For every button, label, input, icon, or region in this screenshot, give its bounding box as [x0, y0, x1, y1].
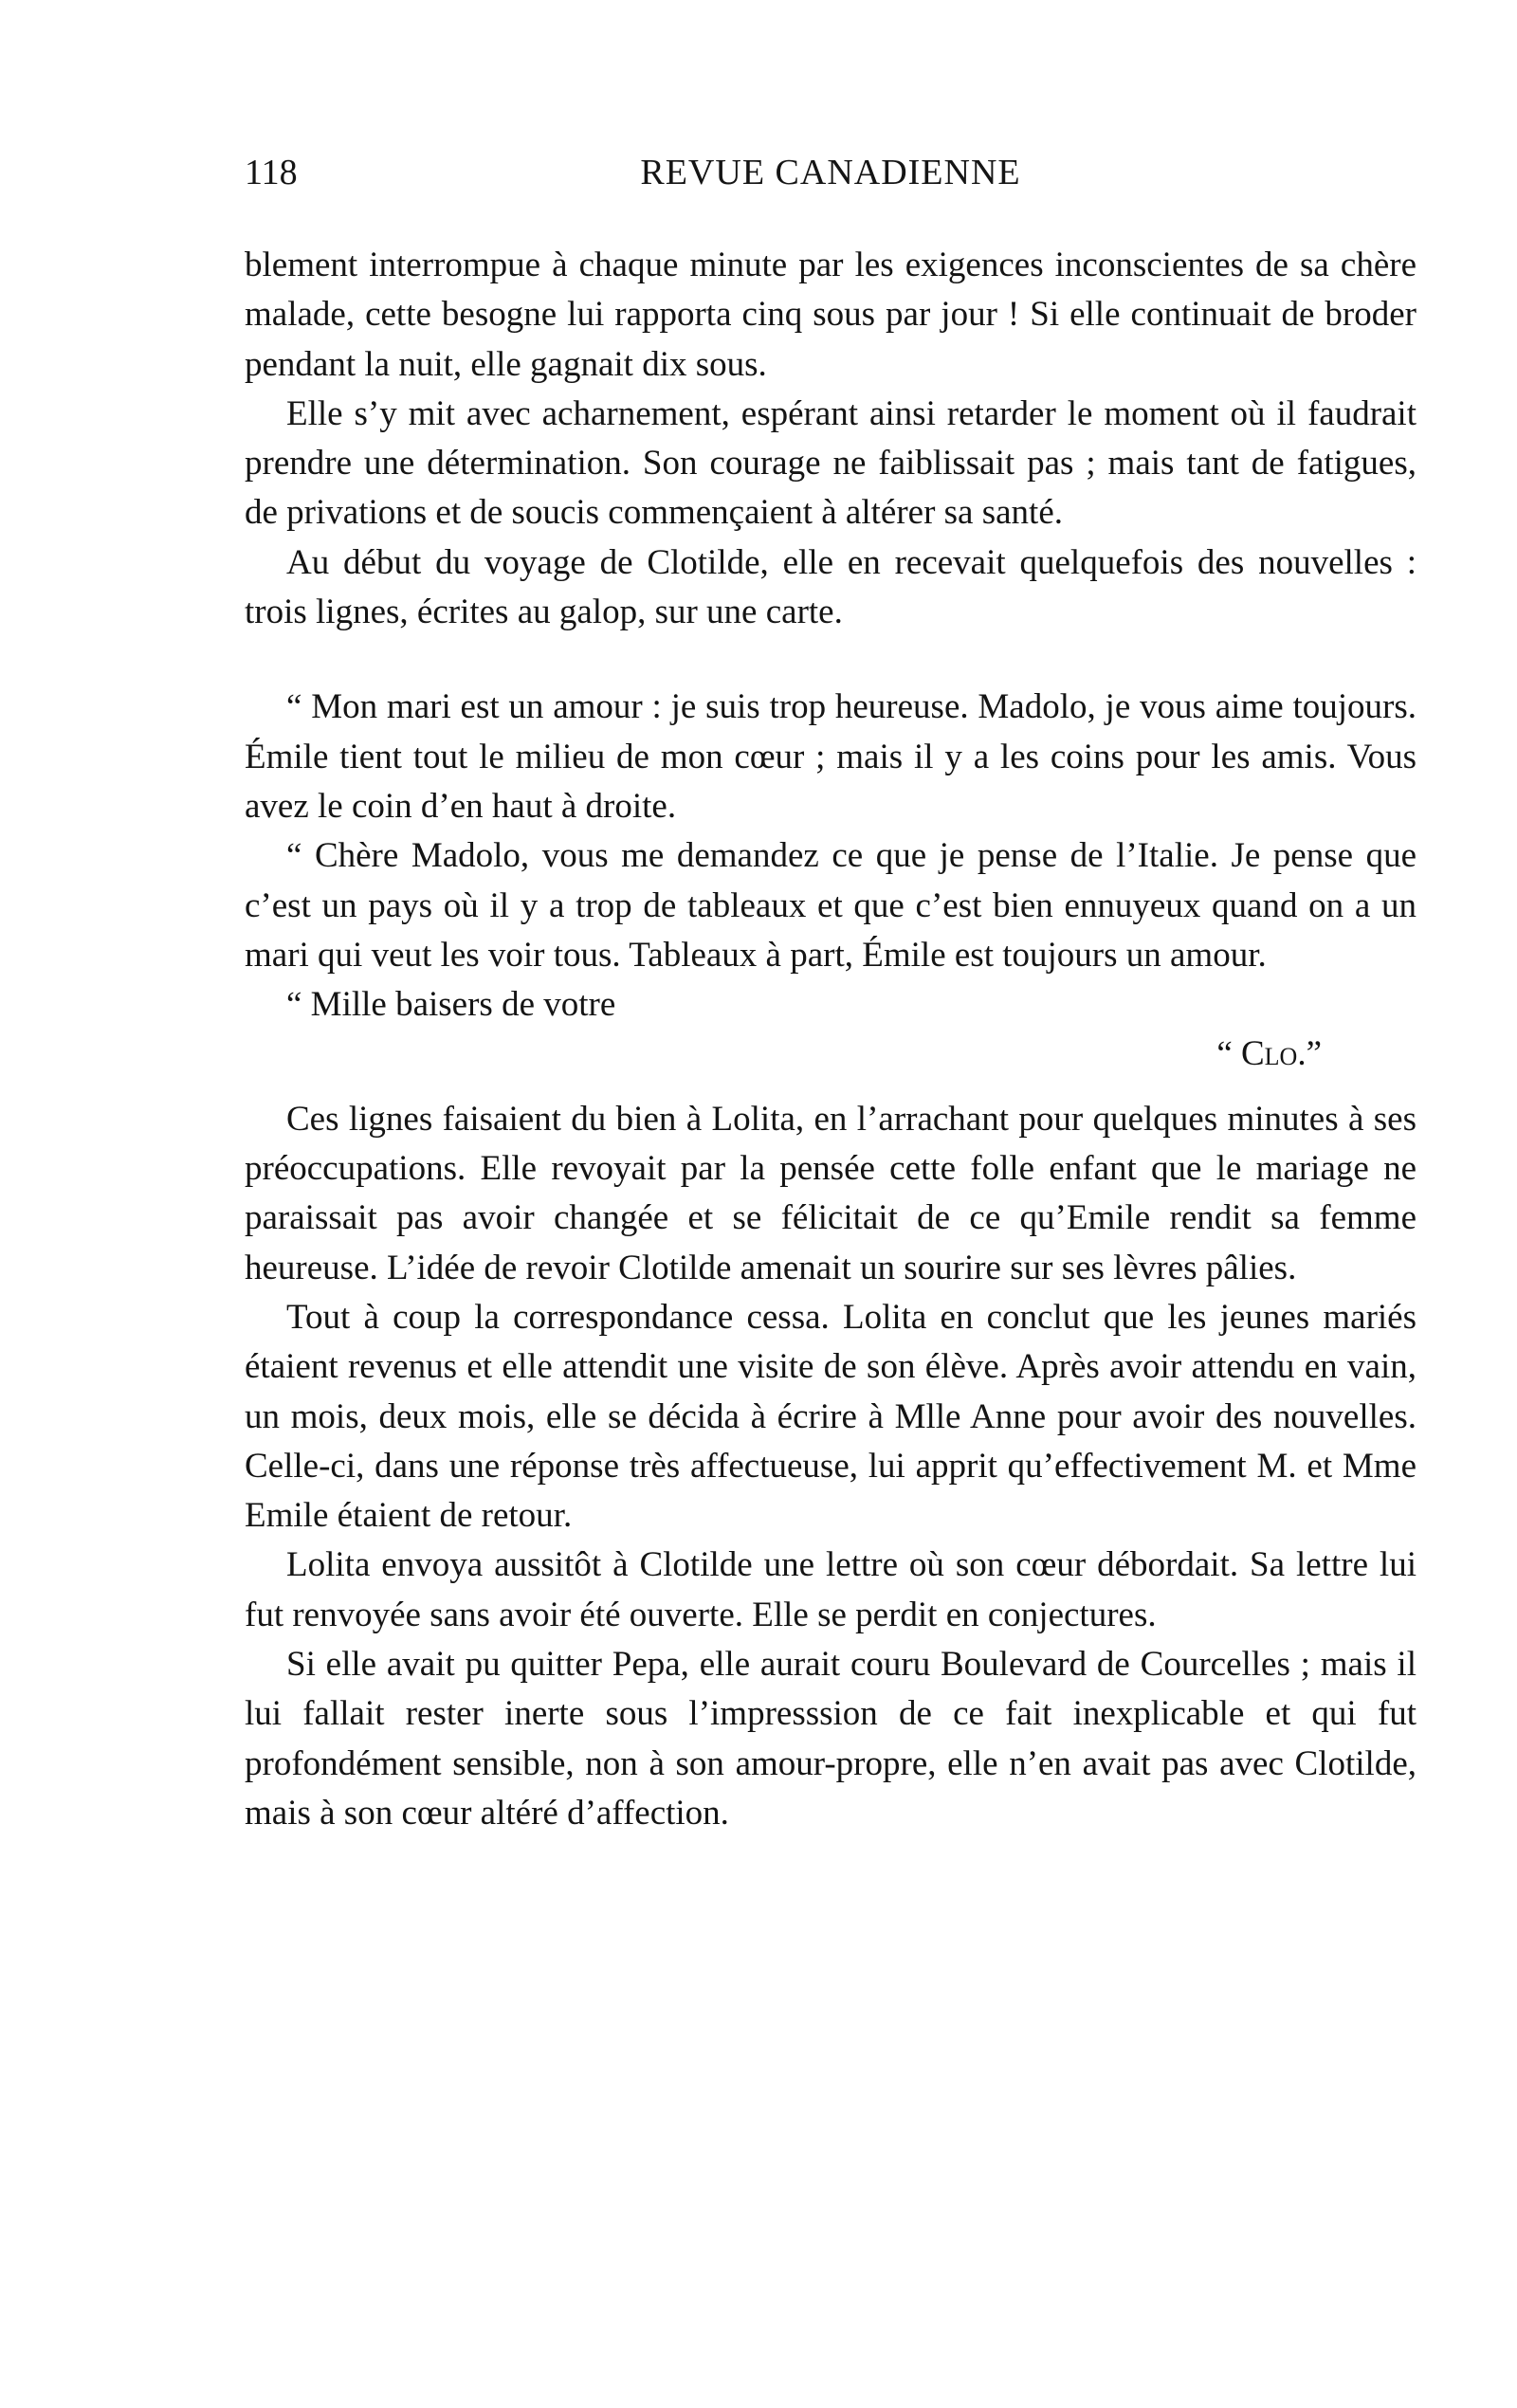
letter-signature: “ Clo.”	[1216, 1034, 1322, 1074]
page-header	[245, 152, 1416, 209]
section-spacer	[245, 637, 1416, 683]
letter-paragraph: “ Mille baisers de votre	[286, 985, 616, 1025]
paragraph: Tout à coup la correspondance cessa. Lolita en conclut que les jeunes mariés étaient revenus et elle attendit une visite de son élève. Après avoir attendu en vain, un mois, deux mois, elle se décida à écrire à Mlle Anne pour avoir des nouvelles. Celle-ci, dans une réponse très affectueuse, lui apprit qu’effectivement M. et Mme Emile étaient de retour.	[245, 1297, 1416, 1536]
paragraph: Au début du voyage de Clotilde, elle en recevait quelquefois des nouvelles : trois lignes, écrites au galop, sur une carte.	[245, 542, 1416, 632]
running-title: REVUE CANADIENNE	[640, 153, 1021, 192]
paragraph: Ces lignes faisaient du bien à Lolita, en l’arrachant pour quelques minutes à ses préoccupations. Elle revoyait par la pensée cette folle enfant que le mariage ne paraissait pas avoir changée et se félicitait de ce qu’Emile rendit sa femme heureuse. L’idée de revoir Clotilde amenait un sourire sur ses lèvres pâlies.	[245, 1099, 1416, 1287]
paragraph: Lolita envoya aussitôt à Clotilde une lettre où son cœur débordait. Sa lettre lui fut renvoyée sans avoir été ouverte. Elle se perdit en conjectures.	[245, 1545, 1416, 1634]
paragraph-continued: blement interrompue à chaque minute par les exigences inconscientes de sa chère malade, cette besogne lui rapporta cinq sous par jour ! Si elle continuait de broder pendant la nuit, elle gagnait dix sous.	[245, 246, 1416, 384]
paragraph: Si elle avait pu quitter Pepa, elle aurait couru Boulevard de Courcelles ; mais il lui fallait rester inerte sous l’impresssion de ce fait inexplicable et qui fut profondément sensible, non à son amour-propre, elle n’en avait pas avec Clotilde, mais à son cœur altéré d’affection.	[245, 1645, 1416, 1833]
letter-paragraph: “ Chère Madolo, vous me demandez ce que je pense de l’Italie. Je pense que c’est un pays où il y a trop de tableaux et que c’est bien ennuyeux quand on a un mari qui veut les voir tous. Tableaux à part, Émile est toujours un amour.	[245, 836, 1416, 975]
page-body	[245, 241, 1416, 1838]
paragraph: Elle s’y mit avec acharnement, espérant ainsi retarder le moment où il faudrait prendre une détermination. Son courage ne faiblissait pas ; mais tant de fatigues, de privations et de soucis commençaient à altérer sa santé.	[245, 393, 1416, 533]
section-spacer	[245, 1080, 1416, 1095]
letter-paragraph: “ Mon mari est un amour : je suis trop heureuse. Madolo, je vous aime toujours. Émile tient tout le milieu de mon cœur ; mais il y a les coins pour les amis. Vous avez le coin d’en haut à droite.	[245, 687, 1416, 826]
book-page	[245, 152, 1416, 1838]
page-number: 118	[245, 153, 298, 192]
